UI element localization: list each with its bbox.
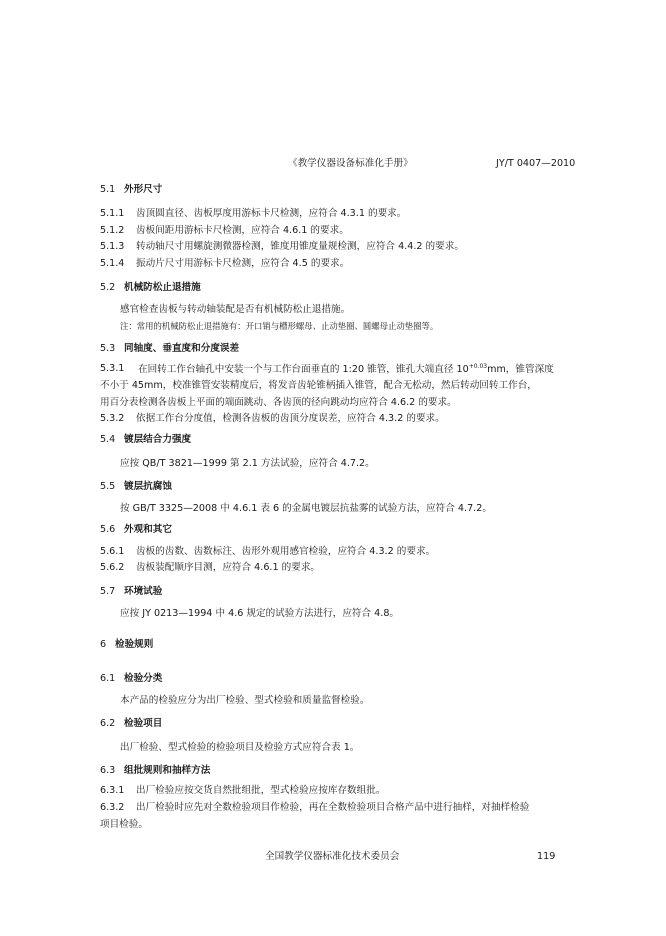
clause-5-1-1-text: 齿顶圆直径、齿板厚度用游标卡尺检测，应符合 4.3.1 的要求。 <box>136 208 407 219</box>
standard-number: JY/T 0407—2010 <box>496 158 576 169</box>
section-5-7-number: 5.7 <box>100 586 116 597</box>
chapter-6-number: 6 <box>100 639 107 650</box>
tolerance-superscript: +0.03 <box>468 363 488 370</box>
section-6-3-number: 6.3 <box>100 765 116 776</box>
section-5-7-body: 应按 JY 0213—1994 中 4.6 规定的试验方法进行，应符合 4.8。 <box>120 608 400 619</box>
section-5-7-title: 环境试验 <box>124 586 163 597</box>
section-5-5-body: 按 GB/T 3325—2008 中 4.6.1 表 6 的金属电镀层抗盐雾的试验方法，应符合 4.7.2。 <box>120 503 492 514</box>
section-6-1-title: 检验分类 <box>124 673 163 684</box>
clause-6-3-2-line-2: 项目检验。 <box>100 819 148 830</box>
clause-5-1-3-text: 转动轴尺寸用螺旋测微器检测，锥度用锥度量规检测，应符合 4.4.2 的要求。 <box>136 241 464 252</box>
page-number: 119 <box>537 851 556 862</box>
section-5-5-title: 镀层抗腐蚀 <box>124 481 172 492</box>
section-5-4-title: 镀层结合力强度 <box>124 434 192 445</box>
section-5-3-title: 同轴度、垂直度和分度误差 <box>124 343 240 354</box>
clause-5-3-2-text: 依据工作台分度值，检测各齿板的齿顶分度误差，应符合 4.3.2 的要求。 <box>136 413 445 424</box>
clause-6-3-1-text: 出厂检验应按交货自然批组批，型式检验应按库存数组批。 <box>136 785 386 796</box>
clause-5-6-2-text: 齿板装配顺序目测，应符合 4.6.1 的要求。 <box>136 562 321 573</box>
footer-organization: 全国教学仪器标准化技术委员会 <box>265 851 400 862</box>
clause-5-1-2-number: 5.1.2 <box>100 225 125 236</box>
section-5-2-title: 机械防松止退措施 <box>124 282 201 293</box>
clause-5-6-1-text: 齿板的齿数、齿数标注、齿形外观用感官检验，应符合 4.3.2 的要求。 <box>136 546 436 557</box>
clause-5-3-1-line-1 <box>138 363 554 376</box>
section-6-3-title: 组批规则和抽样方法 <box>124 765 211 776</box>
clause-5-3-1-line-3: 用百分表检测各齿板上平面的端面跳动、各齿顶的径向跳动均应符合 4.6.2 的要求。 <box>100 397 457 408</box>
chapter-6-title: 检验规则 <box>115 639 154 650</box>
section-6-2-number: 6.2 <box>100 718 116 729</box>
clause-6-3-2-line-1: 出厂检验时应先对全数检验项目作检验，再在全数检验项目合格产品中进行抽样，对抽样检验 <box>136 802 530 813</box>
section-5-2-note: 注：常用的机械防松止退措施有：开口销与槽形螺母、止动垫圈、圆螺母止动垫圈等。 <box>120 321 439 331</box>
handbook-title: 《教学仪器设备标准化手册》 <box>288 158 413 169</box>
clause-5-6-2-number: 5.6.2 <box>100 562 125 573</box>
section-6-1-number: 6.1 <box>100 673 116 684</box>
clause-5-3-1-number: 5.3.1 <box>100 363 125 374</box>
section-6-1-body: 本产品的检验应分为出厂检验、型式检验和质量监督检验。 <box>120 695 370 706</box>
clause-6-3-1-number: 6.3.1 <box>100 785 125 796</box>
clause-5-6-1-number: 5.6.1 <box>100 546 125 557</box>
section-5-4-number: 5.4 <box>100 434 116 445</box>
clause-5-3-1-line-1-a: 在回转工作台轴孔中安装一个与工作台面垂直的 1:20 锥管，锥孔大端直径 10 <box>138 364 469 375</box>
clause-6-3-2-number: 6.3.2 <box>100 802 125 813</box>
section-5-6-title: 外观和其它 <box>124 524 172 535</box>
section-5-3-number: 5.3 <box>100 343 116 354</box>
clause-5-3-2-number: 5.3.2 <box>100 413 125 424</box>
section-5-5-number: 5.5 <box>100 481 116 492</box>
section-6-2-body: 出厂检验、型式检验的检验项目及检验方式应符合表 1。 <box>120 742 360 753</box>
clause-5-1-4-text: 振动片尺寸用游标卡尺检测，应符合 4.5 的要求。 <box>136 258 350 269</box>
section-5-6-number: 5.6 <box>100 524 116 535</box>
section-5-1-title: 外形尺寸 <box>124 184 163 195</box>
clause-5-1-4-number: 5.1.4 <box>100 258 125 269</box>
clause-5-3-1-line-2: 不小于 45mm，校准锥管安装精度后，将发音齿轮锥柄插入锥管，配合无松动，然后转动回转工作台， <box>100 380 537 391</box>
clause-5-1-3-number: 5.1.3 <box>100 241 125 252</box>
section-5-1-number: 5.1 <box>100 184 116 195</box>
section-5-4-body: 应按 QB/T 3821—1999 第 2.1 方法试验，应符合 4.7.2。 <box>120 458 375 469</box>
section-6-2-title: 检验项目 <box>124 718 163 729</box>
clause-5-1-2-text: 齿板间距用游标卡尺检测，应符合 4.6.1 的要求。 <box>136 225 349 236</box>
section-5-2-body: 感官检查齿板与转动轴装配是否有机械防松止退措施。 <box>120 304 351 315</box>
clause-5-3-1-line-1-b: mm，锥管深度 <box>487 364 554 375</box>
clause-5-1-1-number: 5.1.1 <box>100 208 125 219</box>
section-5-2-number: 5.2 <box>100 282 116 293</box>
